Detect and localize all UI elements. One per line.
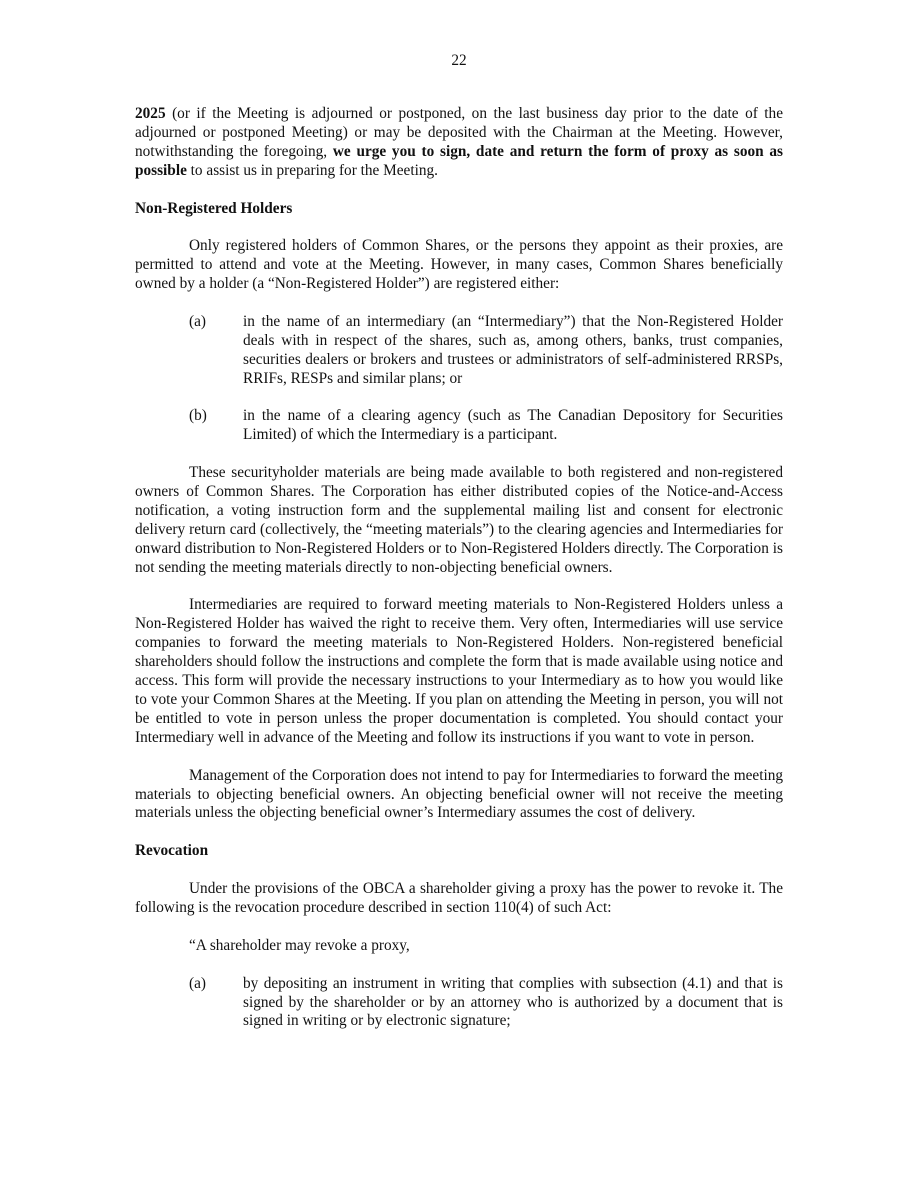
intro-text-2: to assist us in preparing for the Meeting. [186, 161, 438, 179]
heading-non-registered-holders: Non-Registered Holders [135, 199, 293, 217]
non-registered-paragraph-1: Only registered holders of Common Shares, or the persons they appoint as their proxies, are permitted to attend and vote at the Meeting. However, in many cases, Common Shares beneficially owned by a holder (a “Non-Registered Holder”) are registered either: [135, 237, 783, 293]
list-item-label: (b) [189, 407, 207, 425]
intro-text-1: (or if the Meeting is adjourned or postponed, on the last business day prior to the date of the adjourned or postponed Meeting) or may be deposited with the Chairman at the Meeting. However, notwithstanding the foregoing, [135, 104, 783, 160]
non-registered-paragraph-2: These securityholder materials are being made available to both registered and non-registered owners of Common Shares. The Corporation has either distributed copies of the Notice-and-Access notification, a voting instruction form and the supplemental mailing list and consent for electronic delivery return card (collectively, the “meeting materials”) to the clearing agencies and Intermediaries for onward distribution to Non-Registered Holders or to Non-Registered Holders directly. The Corporation is not sending the meeting materials directly to non-objecting beneficial owners. [135, 464, 783, 576]
intro-bold-year: 2025 [135, 104, 166, 122]
revocation-paragraph-1: Under the provisions of the OBCA a shareholder giving a proxy has the power to revoke it. The following is the revocation procedure described in section 110(4) of such Act: [135, 880, 783, 917]
intro-paragraph [135, 105, 783, 181]
non-registered-paragraph-4: Management of the Corporation does not intend to pay for Intermediaries to forward the meeting materials to objecting beneficial owners. An objecting beneficial owner will not receive the meeting materials unless the objecting beneficial owner’s Intermediary assumes the cost of delivery. [135, 766, 783, 822]
list-item-label: (a) [189, 974, 206, 992]
page-number: 22 [451, 52, 467, 69]
list-item [189, 975, 783, 1032]
list-item-text: in the name of a clearing agency (such as The Canadian Depository for Securities Limited) of which the Intermediary is a participant. [243, 407, 783, 444]
heading-revocation: Revocation [135, 842, 209, 860]
list-item-label: (a) [189, 312, 206, 330]
intro-bold-urge: we urge you to sign, date and return the form of proxy as soon as possible [135, 142, 783, 179]
revocation-quote-lead: “A shareholder may revoke a proxy, [189, 936, 410, 954]
list-item-text: in the name of an intermediary (an “Intermediary”) that the Non-Registered Holder deals with in respect of the shares, such as, among others, banks, trust companies, securities dealers or brokers and trustees or administrators of self-administered RRSPs, RRIFs, RESPs and similar plans; or [243, 312, 783, 387]
list-item [189, 313, 783, 389]
list-item-text: by depositing an instrument in writing that complies with subsection (4.1) and that is signed by the shareholder or by an attorney who is authorized by a document that is signed in writing or by electronic signature; [243, 974, 783, 1030]
list-item [189, 407, 783, 445]
non-registered-paragraph-3: Intermediaries are required to forward meeting materials to Non-Registered Holders unless a Non-Registered Holder has waived the right to receive them. Very often, Intermediaries will use service companies to forward the meeting materials to Non-Registered Holders. Non-registered beneficial shareholders should follow the instructions and complete the form that is made available using notice and access. This form will provide the necessary instructions to your Intermediary as to how you would like to vote your Common Shares at the Meeting. If you plan on attending the Meeting in person, you will not be entitled to vote in person unless the proper documentation is completed. You should contact your Intermediary well in advance of the Meeting and follow its instructions if you want to vote in person. [135, 596, 783, 746]
